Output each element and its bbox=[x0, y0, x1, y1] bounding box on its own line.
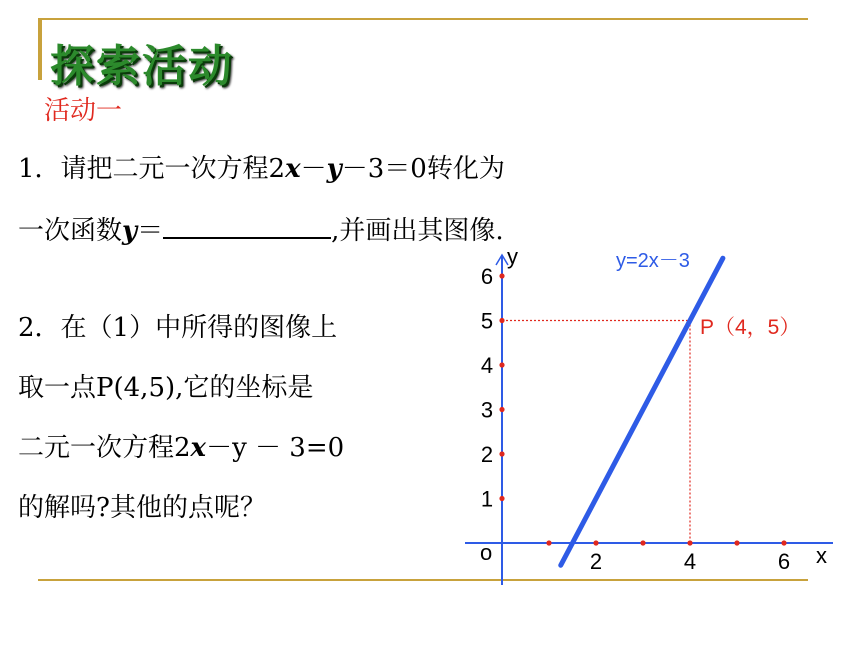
x-grid-dot bbox=[593, 540, 598, 545]
page-title: 探索活动 bbox=[50, 41, 234, 92]
y-tick-label: 1 bbox=[480, 486, 494, 512]
y-tick-label: 6 bbox=[480, 264, 494, 289]
x-grid-dot bbox=[734, 540, 739, 545]
q2-var-x: x bbox=[190, 433, 207, 463]
series-label: y=2x－3 bbox=[616, 250, 690, 272]
x-grid-dot bbox=[781, 540, 786, 545]
y-tick-label: 4 bbox=[480, 353, 494, 378]
q1-var-y2: y bbox=[122, 216, 138, 246]
x-tick-label: 4 bbox=[683, 549, 697, 574]
x-axis-label: x bbox=[816, 543, 827, 568]
q1-text-b: －3＝0转化为 bbox=[341, 154, 505, 184]
x-grid-dot bbox=[546, 540, 551, 545]
y-grid-dot bbox=[499, 451, 504, 456]
q2-text-a: 二元一次方程2 bbox=[18, 433, 191, 463]
question-2-line-4: 的解吗?其他的点呢？ bbox=[18, 493, 266, 523]
question-2-line-1: 2．在（1）中所得的图像上 bbox=[18, 313, 338, 343]
y-tick-label: 5 bbox=[480, 308, 494, 334]
y-axis-label: y bbox=[507, 244, 518, 269]
question-2-line-2: 取一点P(4,5),它的坐标是 bbox=[18, 373, 314, 403]
q1-var-x: x bbox=[285, 154, 301, 184]
y-grid-dot bbox=[499, 273, 504, 278]
y-tick-label: 3 bbox=[480, 397, 494, 423]
q1-text-a: 1．请把二元一次方程2 bbox=[18, 154, 286, 184]
series-line bbox=[561, 258, 723, 565]
q1-text-c: 一次函数 bbox=[18, 216, 123, 246]
y-tick-label: 2 bbox=[480, 442, 494, 467]
x-tick-label: 2 bbox=[589, 549, 603, 574]
q1-var-y: y bbox=[326, 154, 342, 184]
q1-text-d: ,并画出其图像. bbox=[331, 216, 504, 246]
point-label: P（4，5） bbox=[700, 316, 801, 339]
q1-equals: ＝ bbox=[137, 216, 164, 246]
y-grid-dot bbox=[499, 362, 504, 367]
q1-minus: － bbox=[300, 154, 327, 184]
y-grid-dot bbox=[499, 496, 504, 501]
y-grid-dot bbox=[499, 407, 504, 412]
activity-label: 活动一 bbox=[44, 96, 123, 126]
q2-text-b: －y － 3=0 bbox=[206, 433, 345, 463]
x-tick-label: 6 bbox=[777, 549, 791, 574]
origin-label: o bbox=[480, 540, 493, 565]
x-grid-dot bbox=[640, 540, 645, 545]
